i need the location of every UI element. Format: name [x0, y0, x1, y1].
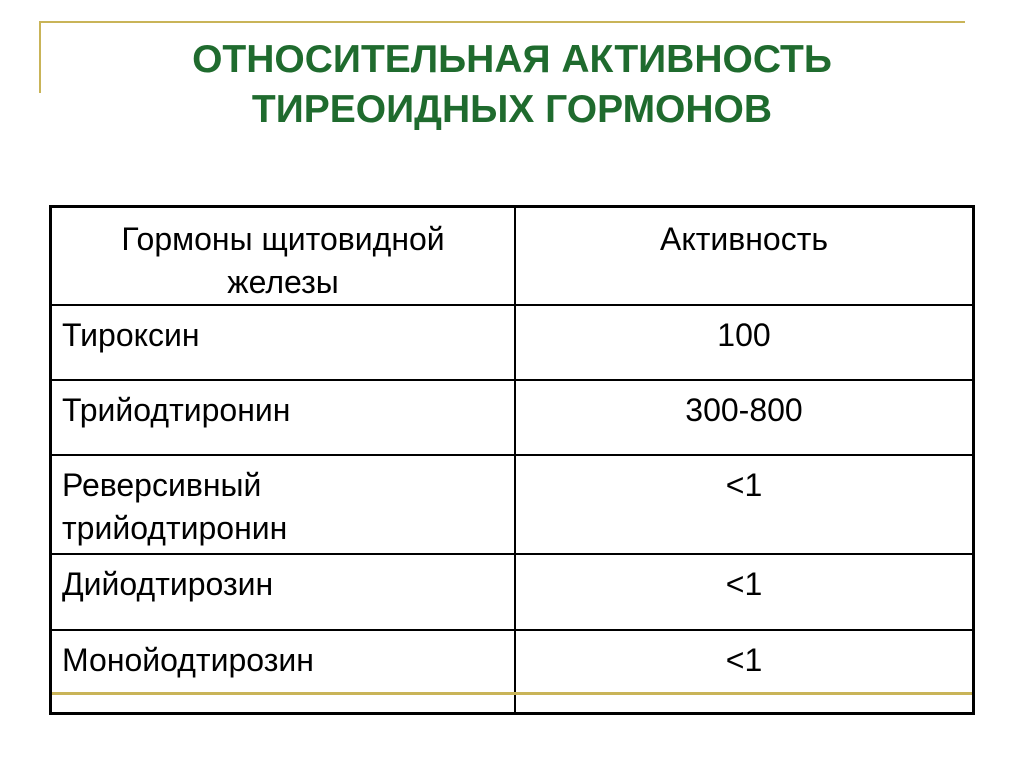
hormone-name: Тироксин [62, 317, 200, 353]
activity-value: <1 [725, 467, 763, 503]
column-divider [514, 208, 516, 712]
bottom-accent-line [52, 692, 972, 695]
activity-value: <1 [725, 642, 763, 678]
hormone-name-line-2: трийодтиронин [62, 510, 288, 546]
row-divider [52, 454, 972, 456]
row-divider [52, 629, 972, 631]
activity-value: 100 [717, 317, 771, 353]
slide-title [0, 35, 1024, 135]
table-row-name [62, 314, 502, 357]
header-hormones-line-2: железы [227, 264, 339, 300]
hormone-name: Трийодтиронин [62, 392, 291, 428]
table-row-activity [516, 563, 972, 606]
table-row-activity [516, 639, 972, 682]
header-cell-activity [516, 218, 972, 261]
activity-value: 300-800 [685, 392, 803, 428]
header-activity-label: Активность [659, 221, 829, 257]
table-row-activity [516, 464, 972, 507]
activity-value: <1 [725, 566, 763, 602]
table-row-activity [516, 389, 972, 432]
row-divider [52, 304, 972, 306]
table-row-name [62, 639, 502, 682]
slide-title-line-2: ТИРЕОИДНЫХ ГОРМОНОВ [251, 88, 773, 131]
row-divider [52, 379, 972, 381]
table-row-name [62, 563, 502, 606]
hormone-name: Дийодтирозин [62, 566, 274, 602]
table-row-name [62, 389, 502, 432]
slide-title-line-1: ОТНОСИТЕЛЬНАЯ АКТИВНОСТЬ [192, 38, 832, 81]
row-divider [52, 553, 972, 555]
hormone-name: Монойодтирозин [62, 642, 314, 678]
header-hormones-line-1: Гормоны щитовидной [121, 221, 445, 257]
hormone-activity-table [49, 205, 975, 715]
hormone-name-line-1: Реверсивный [62, 467, 262, 503]
decorative-top-line [39, 21, 965, 23]
table-row-activity [516, 314, 972, 357]
header-cell-hormones [52, 218, 514, 304]
table-row-name [62, 464, 502, 550]
